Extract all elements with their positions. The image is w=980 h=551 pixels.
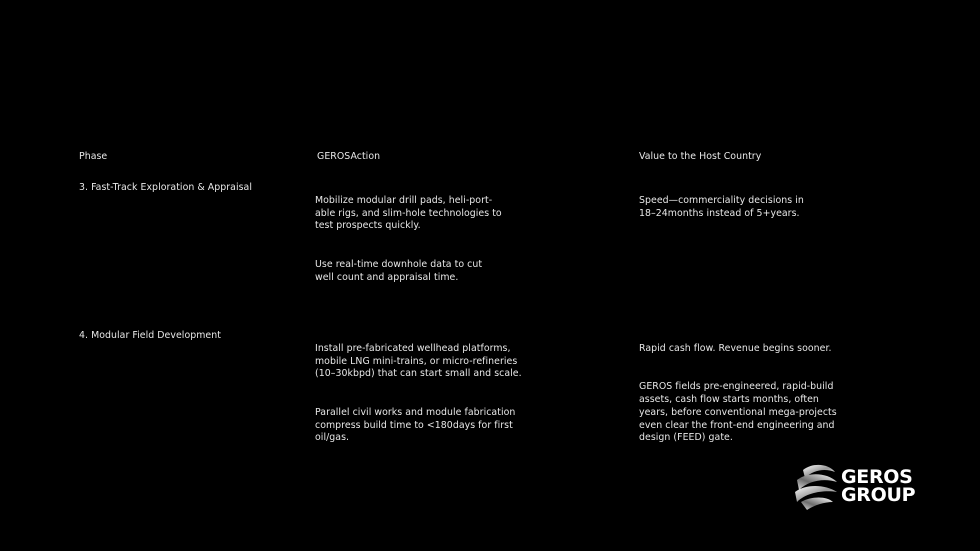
row-2-value bbox=[639, 330, 837, 458]
row-2-action-para-2: Parallel civil works and module fabrication compress build time to <180days for first oil/gas. bbox=[315, 406, 516, 444]
row-2-value-para-1: Rapid cash flow. Revenue begins sooner. bbox=[639, 342, 832, 354]
row-1-action bbox=[315, 182, 502, 297]
header-phase: Phase bbox=[79, 151, 108, 162]
row-1-action-para-1: Mobilize modular drill pads, heli-port- able rigs, and slim-hole technologies to test prospects quickly. bbox=[315, 194, 502, 232]
row-1-value bbox=[639, 182, 804, 233]
row-2-action-para-1: Install pre-fabricated wellhead platforms, mobile LNG mini-trains, or micro-refineries (10–30kbpd) that can start small and scale. bbox=[315, 342, 522, 380]
logo-wordmark bbox=[841, 468, 915, 504]
row-2-action bbox=[315, 330, 522, 458]
header-action: GEROSAction bbox=[317, 151, 381, 162]
row-2-value-para-2: GEROS fields pre-engineered, rapid-build assets, cash flow starts months, often years, before conventional mega-projects even clear the front-end engineering and design (FEED) gate. bbox=[639, 381, 837, 444]
geros-group-logo bbox=[793, 462, 933, 512]
swirl-sphere-icon bbox=[793, 462, 839, 512]
row-1-phase: 3. Fast-Track Exploration & Appraisal bbox=[79, 182, 252, 193]
row-2-phase: 4. Modular Field Development bbox=[79, 330, 221, 341]
row-1-action-para-2: Use real-time downhole data to cut well count and appraisal time. bbox=[315, 258, 483, 283]
header-value: Value to the Host Country bbox=[639, 151, 762, 162]
logo-line-1: GEROS bbox=[841, 466, 913, 488]
row-1-value-para-1: Speed—commerciality decisions in 18–24months instead of 5+years. bbox=[639, 194, 804, 219]
logo-line-2: GROUP bbox=[841, 484, 916, 506]
